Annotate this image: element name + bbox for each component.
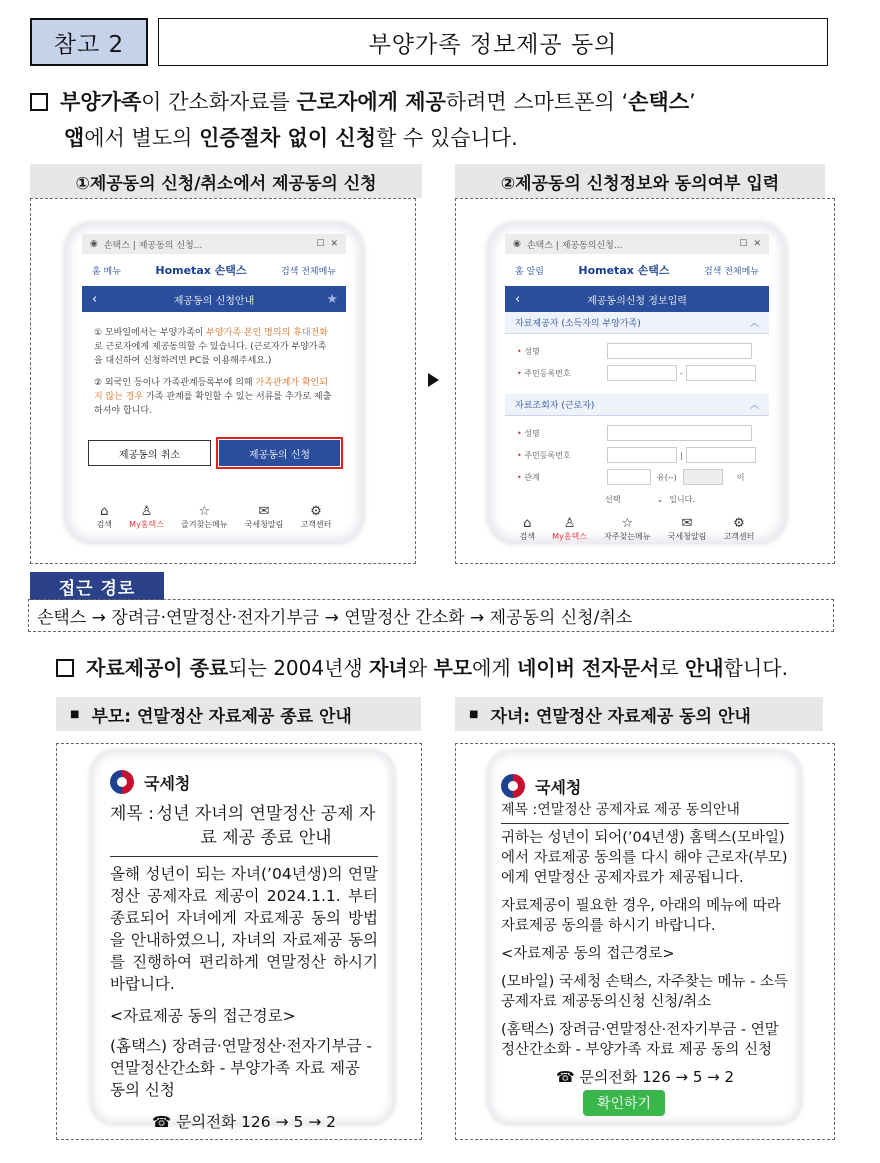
star-icon[interactable]: ★ <box>326 291 338 307</box>
consent-cancel-button[interactable]: 제공동의 취소 <box>88 440 211 466</box>
title-bar: ‹ 제공동의 신청안내 ★ <box>82 286 346 312</box>
bottom-nav-item[interactable] <box>520 516 535 542</box>
bottom-nav-label: My홈택스 <box>129 520 164 529</box>
hometax-logo: Hometax 손택스 <box>155 264 247 277</box>
close-icon[interactable]: ✕ <box>330 239 338 249</box>
parent-label: ■ 부모: 연말정산 자료제공 종료 안내 <box>56 697 421 731</box>
relation-select[interactable]: 선택 <box>605 494 621 504</box>
note-2: ② 외국인 등이나 가족관계등록부에 의해 가족관계가 확인되지 않는 경우 가족 관계를 확인할 수 있는 서류를 추가로 제출하셔야 합니다. <box>94 378 332 416</box>
bottom-nav <box>82 504 346 530</box>
nav-icon: ♙ <box>140 504 153 519</box>
home-alert-nav[interactable]: 홈 알림 <box>515 266 544 277</box>
bottom-nav-label: 검색 <box>96 520 113 529</box>
browser-tab[interactable]: ◉ 손택스 | 제공동의 신청... ☐ ✕ <box>82 234 346 254</box>
provider-id-front-input[interactable] <box>607 365 677 381</box>
bottom-nav-label: 자주찾는메뉴 <box>604 532 651 541</box>
parent-subject: 제목 : 성년 자녀의 연말정산 공제 자료 제공 종료 안내 <box>110 804 376 848</box>
viewer-id-front-input[interactable] <box>607 447 677 463</box>
bottom-nav-label: 국세청알림 <box>667 532 707 541</box>
intro-paragraph: 부양가족이 간소화자료를 근로자에게 제공하려면 스마트폰의 ‘손택스’ 앱에서 별도의 인증절차 없이 신청할 수 있습니다. <box>30 84 850 156</box>
nav-icon: ✉ <box>258 504 270 519</box>
child-label: ■ 자녀: 연말정산 자료제공 동의 안내 <box>455 697 823 731</box>
nts-logo-icon <box>501 774 525 798</box>
viewer-id-row: • 주민등록번호 | <box>505 444 769 466</box>
parent-body: 올해 성년이 되는 자녀(’04년생)의 연말정산 공제자료 제공이 2024.1.1. 부터 종료되어 자녀에게 자료제공 동의 방법을 안내하였으니, 자녀의 자료제공 동의를 진행하여 편리하게 연말정산 하시기 바랍니다. <box>110 865 378 993</box>
close-icon[interactable]: ✕ <box>753 239 761 249</box>
confirm-button[interactable]: 확인하기 <box>583 1090 665 1116</box>
bottom-nav-label: My홈택스 <box>552 532 587 541</box>
step1-label: ①제공동의 신청/취소에서 제공동의 신청 <box>30 164 422 198</box>
provider-id-back-input[interactable] <box>686 365 756 381</box>
nts-header: 국세청 <box>501 774 789 798</box>
access-path-label: 접근 경로 <box>30 572 164 600</box>
bottom-nav-label: 검색 <box>519 532 536 541</box>
provider-name-input[interactable] <box>607 343 752 359</box>
chevron-up-icon: ︿ <box>749 319 759 329</box>
title-bar: ‹ 제공동의신청 정보입력 <box>505 286 769 312</box>
child-route-mobile: (모바일) 국세청 손택스, 자주찾는 메뉴 - 소득공제자료 제공동의신청 신청/취소 <box>501 974 788 1010</box>
bottom-nav-label: 국세청알림 <box>244 520 284 529</box>
child-route-hometax: (홈택스) 장려금·연말정산·전자기부금 - 연말정산간소화 - 부양가족 자료 제공 동의 신청 <box>501 1022 779 1058</box>
bottom-nav-label: 고객센터 <box>723 532 755 541</box>
parent-phone: ☎ 문의전화 126 → 5 → 2 <box>151 1113 337 1131</box>
access-path: 손택스 → 장려금·연말정산·전자기부금 → 연말정산 간소화 → 제공동의 신청/취소 <box>28 599 834 632</box>
relation-input[interactable] <box>607 469 651 485</box>
step1-phone-screenshot <box>64 222 364 544</box>
checkbox-square-icon <box>30 93 48 111</box>
parent-route: (홈택스) 장려금·연말정산·전자기부금 - 연말정산간소화 - 부양가족 자료 제공 동의 신청 <box>110 1037 372 1099</box>
child-phone: ☎ 문의전화 126 → 5 → 2 <box>555 1068 735 1086</box>
nav-icon: ✉ <box>681 516 693 531</box>
tabs-icon[interactable]: ☐ <box>739 239 748 249</box>
nts-header: 국세청 <box>110 770 378 794</box>
relation-display <box>683 469 723 485</box>
checkbox-square-icon <box>56 659 74 677</box>
bottom-nav-item[interactable] <box>181 504 227 530</box>
step2-label: ②제공동의 신청정보와 동의여부 입력 <box>455 164 825 198</box>
search-menu-nav[interactable]: 검색 전체메뉴 <box>280 266 336 277</box>
arrow-right-icon <box>428 373 439 387</box>
provider-name-row: • 성명 <box>505 340 769 362</box>
nav-icon: ⌂ <box>100 504 109 519</box>
search-menu-nav[interactable]: 검색 전체메뉴 <box>703 266 759 277</box>
page-title: 부양가족 정보제공 동의 <box>158 18 828 66</box>
bottom-nav-item[interactable] <box>245 504 284 530</box>
consent-apply-button[interactable]: 제공동의 신청 <box>219 440 340 466</box>
nav-icon: ♙ <box>563 516 576 531</box>
bottom-nav-item[interactable] <box>723 516 754 542</box>
back-icon[interactable]: ‹ <box>92 291 98 307</box>
bottom-nav-item[interactable] <box>604 516 650 542</box>
provider-id-row: • 주민등록번호 - <box>505 362 769 384</box>
step2-phone-screenshot <box>487 222 787 544</box>
child-route-heading: <자료제공 동의 접근경로> <box>501 946 675 962</box>
provider-section-header[interactable]: 자료제공자 (소득자의 부양가족) ︿ <box>505 312 769 334</box>
bottom-nav-item[interactable] <box>129 504 164 530</box>
browser-tab[interactable]: ◉ 손택스 | 제공동의신청... ☐ ✕ <box>505 234 769 254</box>
nav-icon: ☆ <box>198 504 211 519</box>
bottom-nav-item[interactable] <box>668 516 707 542</box>
child-body-2: 자료제공이 필요한 경우, 아래의 메뉴에 따라 자료제공 동의를 하시기 바랍니다. <box>501 898 781 934</box>
globe-icon: ◉ <box>513 239 521 249</box>
nts-logo-icon <box>110 770 134 794</box>
globe-icon: ◉ <box>90 239 98 249</box>
child-body-1: 귀하는 성년이 되어(’04년생) 홈택스(모바일)에서 자료제공 동의를 다시 해야 근로자(부모)에게 연말정산 공제자료가 제공됩니다. <box>501 830 788 886</box>
viewer-name-input[interactable] <box>607 425 752 441</box>
bottom-nav-label: 즐겨찾는메뉴 <box>181 520 228 529</box>
nav-icon: ⚙ <box>733 516 745 531</box>
note-1: ① 모바일에서는 부양가족이 부양가족 본인 명의의 휴대전화로 근로자에게 제공동의할 수 있습니다. (근로자가 부양가족을 대신하여 신청하려면 PC를 이용해주세요.) <box>94 328 328 366</box>
bottom-nav-label: 고객센터 <box>300 520 332 529</box>
bottom-nav-item[interactable] <box>300 504 331 530</box>
back-icon[interactable]: ‹ <box>515 291 521 307</box>
child-message <box>487 750 802 1125</box>
viewer-name-row: • 성명 <box>505 422 769 444</box>
nav-icon: ⌂ <box>523 516 532 531</box>
parent-route-heading: <자료제공 동의 접근경로> <box>110 1007 296 1025</box>
nav-icon: ⚙ <box>310 504 322 519</box>
app-nav <box>82 254 346 286</box>
parent-message <box>90 750 395 1131</box>
hometax-logo: Hometax 손택스 <box>578 264 670 277</box>
app-nav <box>505 254 769 286</box>
bottom-nav-item[interactable] <box>552 516 587 542</box>
viewer-section-header[interactable]: 자료조회자 (근로자) ︿ <box>505 394 769 416</box>
child-subject: 제목 : 연말정산 공제자료 제공 동의안내 <box>501 802 740 818</box>
viewer-id-back-input[interactable] <box>686 447 756 463</box>
relation-select-row: 선택 ⌄ 입니다. <box>605 494 695 504</box>
bottom-nav-item[interactable] <box>97 504 112 530</box>
nav-icon: ☆ <box>621 516 634 531</box>
relation-row: • 관계 유(--) 이 <box>505 466 769 488</box>
chevron-up-icon: ︿ <box>749 401 759 411</box>
reference-label: 참고 2 <box>30 18 148 66</box>
bottom-nav <box>505 516 769 542</box>
tabs-icon[interactable]: ☐ <box>316 239 325 249</box>
naver-paragraph: 자료제공이 종료되는 2004년생 자녀와 부모에게 네이버 전자문서로 안내합니다. <box>56 650 856 686</box>
chevron-down-icon: ⌄ <box>656 494 664 504</box>
home-menu-nav[interactable]: 홈 메뉴 <box>92 266 121 277</box>
